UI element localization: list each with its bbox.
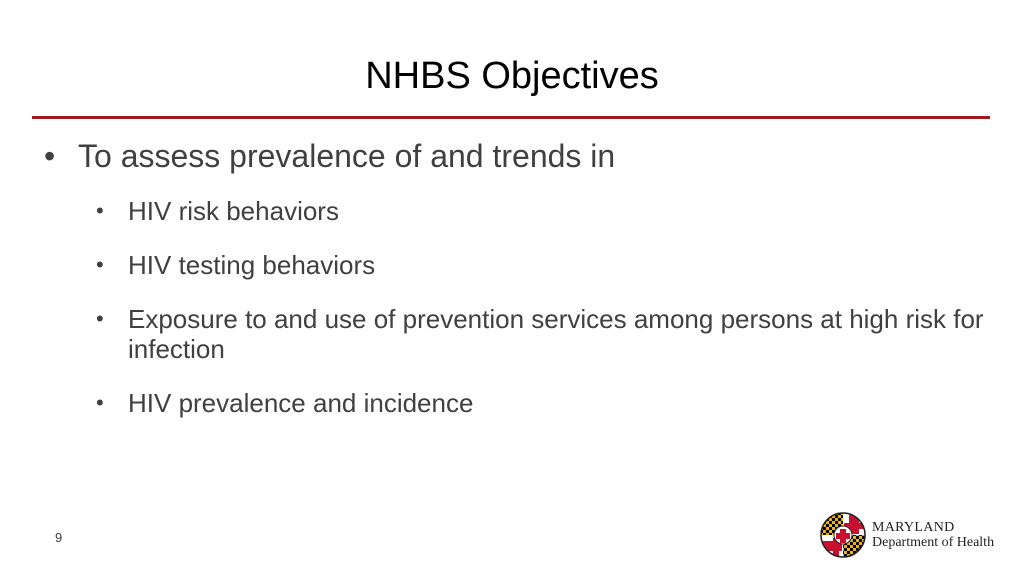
logo-line-department: Department of Health — [872, 535, 995, 550]
sub-bullet-item — [96, 388, 996, 418]
sub-bullet-item — [96, 250, 996, 280]
logo-wordmark — [872, 520, 994, 550]
sub-bullet-list — [96, 196, 996, 442]
slide-title: NHBS Objectives — [365, 55, 659, 97]
bullet-marker: • — [96, 306, 104, 331]
sub-bullet-text: Exposure to and use of prevention services among persons at high risk for infection — [128, 304, 984, 364]
bullet-marker: • — [44, 138, 56, 174]
title-divider — [32, 116, 990, 119]
sub-bullet-text: HIV risk behaviors — [128, 196, 339, 226]
sub-bullet-item — [96, 304, 996, 364]
sub-bullet-item — [96, 196, 996, 226]
page-number: 9 — [55, 530, 63, 545]
maryland-department-of-health-logo — [820, 512, 1010, 560]
maryland-flag-seal-icon — [820, 512, 866, 558]
logo-line-maryland: MARYLAND — [872, 520, 955, 535]
main-bullet-text: To assess prevalence of and trends in — [78, 138, 616, 174]
bullet-marker: • — [96, 252, 104, 277]
bullet-marker: • — [96, 198, 104, 223]
sub-bullet-text: HIV prevalence and incidence — [128, 388, 474, 418]
bullet-marker: • — [96, 390, 104, 415]
sub-bullet-text: HIV testing behaviors — [128, 250, 376, 280]
